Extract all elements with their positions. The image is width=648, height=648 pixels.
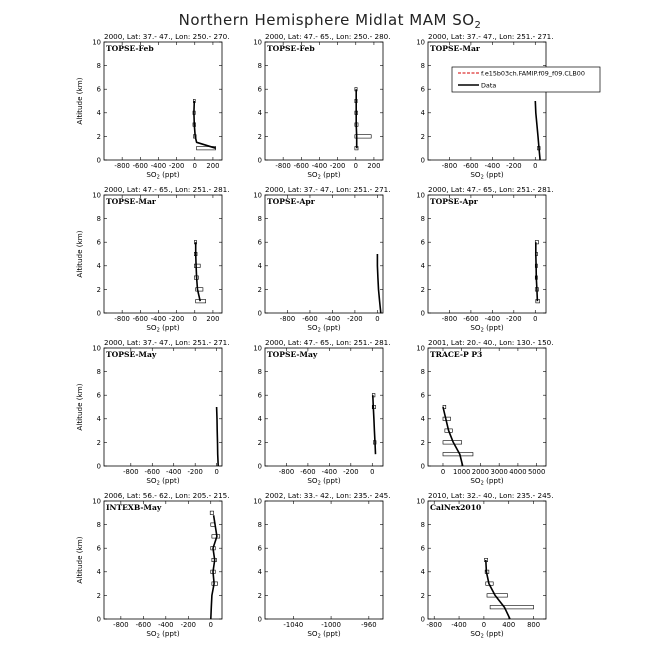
- x-axis-label: $SO_2$ (ppt): [146, 323, 180, 334]
- panel-title: 2000, Lat: 37.- 47., Lon: 251.- 271.: [428, 32, 554, 41]
- x-axis-label: $SO_2$ (ppt): [307, 629, 341, 640]
- y-tick-label: 6: [96, 391, 101, 400]
- x-tick-label: -800: [114, 315, 130, 323]
- campaign-label: TOPSE-Feb: [267, 44, 315, 53]
- x-tick-label: -800: [123, 468, 139, 476]
- y-tick-label: 4: [420, 568, 425, 577]
- x-tick-label: 200: [206, 162, 220, 170]
- y-tick-label: 2: [420, 591, 425, 600]
- campaign-label: CalNex2010: [430, 503, 482, 512]
- y-tick-label: 8: [96, 368, 101, 376]
- x-tick-label: -600: [132, 162, 149, 170]
- panel-6: [416, 185, 553, 334]
- data-profile-line: [356, 89, 357, 148]
- data-profile-line: [373, 395, 376, 454]
- y-tick-label: 0: [420, 615, 425, 624]
- x-tick-label: -600: [135, 621, 152, 629]
- x-tick-label: -800: [426, 621, 442, 629]
- y-tick-label: 10: [253, 38, 262, 47]
- y-tick-label: 6: [96, 544, 101, 553]
- data-profile-line: [194, 101, 216, 148]
- y-axis-label: Altitude (km): [75, 383, 84, 431]
- y-tick-label: 10: [253, 191, 262, 200]
- y-tick-label: 4: [257, 415, 262, 424]
- y-tick-label: 10: [92, 38, 101, 47]
- y-tick-label: 0: [96, 156, 101, 165]
- x-tick-label: -200: [180, 621, 197, 629]
- panel-grid: [75, 32, 554, 640]
- y-axis-label: Altitude (km): [75, 77, 84, 125]
- data-profile-line: [486, 560, 510, 619]
- x-tick-label: -600: [463, 162, 479, 170]
- y-tick-label: 8: [420, 521, 425, 529]
- x-tick-label: -600: [132, 315, 149, 323]
- x-tick-label: -400: [484, 162, 501, 170]
- legend-data-label: Data: [481, 81, 497, 90]
- x-tick-label: -1000: [321, 621, 341, 629]
- y-tick-label: 10: [416, 497, 425, 506]
- x-tick-label: -400: [158, 621, 174, 629]
- y-tick-label: 6: [96, 238, 101, 247]
- y-tick-label: 4: [420, 109, 425, 118]
- y-tick-label: 2: [257, 438, 262, 447]
- data-profile-line: [536, 242, 538, 301]
- x-tick-label: -800: [275, 162, 291, 170]
- x-axis-label: $SO_2$ (ppt): [307, 476, 341, 487]
- x-tick-label: -800: [278, 468, 295, 476]
- range-box: [487, 594, 507, 597]
- x-tick-label: -600: [144, 468, 160, 476]
- figure-title-main: Northern Hemisphere Midlat MAM SO: [178, 11, 475, 29]
- plot-frame: [265, 195, 383, 313]
- campaign-label: TOPSE-Apr: [267, 197, 315, 206]
- x-tick-label: -200: [329, 162, 346, 170]
- plot-frame: [104, 42, 222, 160]
- y-tick-label: 4: [96, 262, 101, 271]
- panel-3: [416, 32, 553, 181]
- y-tick-label: 10: [416, 344, 425, 353]
- x-tick-label: 0: [353, 162, 358, 170]
- x-tick-label: -400: [321, 468, 338, 476]
- panel-title: 2000, Lat: 47.- 65., Lon: 251.- 281.: [265, 338, 391, 347]
- x-tick-label: 0: [214, 468, 219, 476]
- x-tick-label: -800: [114, 162, 130, 170]
- y-tick-label: 2: [257, 132, 262, 141]
- x-tick-label: 4000: [509, 468, 527, 476]
- x-axis-label: $SO_2$ (ppt): [146, 629, 180, 640]
- y-tick-label: 8: [420, 368, 425, 376]
- x-tick-label: 0: [208, 621, 213, 629]
- y-tick-label: 10: [253, 497, 262, 506]
- plot-frame: [428, 501, 546, 619]
- plot-frame: [104, 348, 222, 466]
- data-profile-line: [196, 242, 201, 301]
- y-tick-label: 2: [96, 132, 101, 141]
- panel-title: 2010, Lat: 32.- 40., Lon: 235.- 245.: [428, 491, 554, 500]
- y-tick-label: 4: [420, 262, 425, 271]
- y-tick-label: 0: [257, 309, 262, 318]
- y-tick-label: 8: [96, 215, 101, 223]
- x-tick-label: -1040: [283, 621, 304, 629]
- panel-title: 2000, Lat: 47.- 65., Lon: 251.- 281.: [104, 185, 230, 194]
- x-tick-label: -200: [347, 315, 363, 323]
- y-tick-label: 4: [96, 109, 101, 118]
- x-tick-label: -400: [324, 315, 341, 323]
- y-tick-label: 6: [257, 391, 262, 400]
- y-tick-label: 8: [257, 368, 262, 376]
- campaign-label: TOPSE-Mar: [430, 44, 480, 53]
- panel-9: [416, 338, 553, 487]
- y-tick-label: 4: [257, 109, 262, 118]
- x-tick-label: -200: [506, 315, 522, 323]
- panel-title: 2000, Lat: 47.- 65., Lon: 250.- 280.: [265, 32, 391, 41]
- x-tick-label: -400: [311, 162, 328, 170]
- plot-frame: [104, 195, 222, 313]
- panel-11: [253, 491, 390, 640]
- y-tick-label: 2: [257, 591, 262, 600]
- figure-title: [179, 11, 482, 31]
- x-tick-label: -200: [168, 162, 185, 170]
- x-tick-label: -600: [293, 162, 310, 170]
- y-tick-label: 0: [96, 309, 101, 318]
- y-tick-label: 2: [257, 285, 262, 294]
- x-tick-label: 0: [192, 315, 197, 323]
- x-tick-label: 400: [502, 621, 516, 629]
- y-tick-label: 4: [96, 415, 101, 424]
- plot-frame: [428, 42, 546, 160]
- x-tick-label: -200: [343, 468, 359, 476]
- y-tick-label: 2: [96, 285, 101, 294]
- x-tick-label: -400: [451, 621, 467, 629]
- range-box: [490, 606, 533, 609]
- panel-title: 2000, Lat: 47.- 65., Lon: 251.- 281.: [428, 185, 554, 194]
- y-tick-label: 8: [420, 62, 425, 70]
- y-tick-label: 10: [416, 38, 425, 47]
- x-tick-label: -800: [113, 621, 129, 629]
- panel-10: [75, 491, 230, 640]
- x-tick-label: 3000: [490, 468, 508, 476]
- panel-title: 2002, Lat: 33.- 42., Lon: 235.- 245.: [265, 491, 391, 500]
- x-tick-label: 1000: [453, 468, 471, 476]
- y-axis-label: Altitude (km): [75, 230, 84, 278]
- x-tick-label: -400: [150, 315, 167, 323]
- x-tick-label: 200: [367, 162, 381, 170]
- x-tick-label: 0: [192, 162, 197, 170]
- y-tick-label: 2: [96, 591, 101, 600]
- y-tick-label: 0: [420, 462, 425, 471]
- y-tick-label: 2: [420, 132, 425, 141]
- y-tick-label: 8: [420, 215, 425, 223]
- x-axis-label: $SO_2$ (ppt): [470, 170, 504, 181]
- y-tick-label: 0: [257, 462, 262, 471]
- y-tick-label: 6: [257, 238, 262, 247]
- x-tick-label: -200: [506, 162, 522, 170]
- y-tick-label: 6: [420, 85, 425, 94]
- x-tick-label: -800: [441, 315, 458, 323]
- panel-12: [416, 491, 553, 640]
- x-tick-label: -800: [279, 315, 296, 323]
- panel-1: [75, 32, 230, 181]
- range-box: [210, 511, 213, 514]
- data-profile-line: [535, 101, 540, 160]
- x-axis-label: $SO_2$ (ppt): [307, 323, 341, 334]
- y-tick-label: 8: [257, 521, 262, 529]
- x-axis-label: $SO_2$ (ppt): [470, 476, 504, 487]
- y-tick-label: 8: [96, 62, 101, 70]
- y-tick-label: 2: [420, 285, 425, 294]
- x-tick-label: 0: [370, 468, 375, 476]
- y-tick-label: 10: [92, 344, 101, 353]
- y-tick-label: 4: [257, 262, 262, 271]
- y-tick-label: 10: [253, 344, 262, 353]
- campaign-label: TOPSE-Mar: [106, 197, 156, 206]
- x-tick-label: 5000: [527, 468, 546, 476]
- y-tick-label: 4: [257, 568, 262, 577]
- y-tick-label: 4: [420, 415, 425, 424]
- x-tick-label: -600: [300, 468, 316, 476]
- y-tick-label: 8: [257, 215, 262, 223]
- panel-8: [253, 338, 390, 487]
- campaign-label: INTEXB-May: [106, 503, 162, 512]
- x-tick-label: -200: [187, 468, 203, 476]
- x-tick-label: 0: [533, 315, 538, 323]
- y-tick-label: 0: [96, 615, 101, 624]
- panel-2: [253, 32, 390, 181]
- y-tick-label: 0: [257, 615, 262, 624]
- x-tick-label: -400: [166, 468, 182, 476]
- campaign-label: TOPSE-May: [267, 350, 318, 359]
- panel-7: [75, 338, 230, 487]
- panel-title: 2000, Lat: 37.- 47., Lon: 250.- 270.: [104, 32, 230, 41]
- campaign-label: TOPSE-May: [106, 350, 157, 359]
- data-profile-line: [217, 407, 219, 466]
- x-axis-label: $SO_2$ (ppt): [146, 476, 180, 487]
- x-tick-label: 2000: [471, 468, 490, 476]
- y-tick-label: 8: [257, 62, 262, 70]
- campaign-label: TOPSE-Feb: [106, 44, 154, 53]
- y-tick-label: 6: [96, 85, 101, 94]
- y-tick-label: 2: [96, 438, 101, 447]
- data-profile-line: [443, 407, 463, 466]
- figure-title-subscript: 2: [474, 20, 482, 31]
- x-axis-label: $SO_2$ (ppt): [307, 170, 341, 181]
- y-tick-label: 10: [416, 191, 425, 200]
- x-tick-label: 0: [375, 315, 380, 323]
- y-tick-label: 8: [96, 521, 101, 529]
- y-tick-label: 0: [257, 156, 262, 165]
- panel-title: 2000, Lat: 37.- 47., Lon: 251.- 271.: [265, 185, 391, 194]
- y-tick-label: 6: [257, 544, 262, 553]
- x-tick-label: -400: [150, 162, 167, 170]
- range-box: [194, 264, 200, 267]
- campaign-label: TRACE-P P3: [430, 350, 483, 359]
- legend: [452, 67, 600, 92]
- x-tick-label: -600: [302, 315, 318, 323]
- panel-title: 2000, Lat: 37.- 47., Lon: 251.- 271.: [104, 338, 230, 347]
- y-tick-label: 6: [257, 85, 262, 94]
- x-axis-label: $SO_2$ (ppt): [146, 170, 180, 181]
- y-tick-label: 0: [420, 156, 425, 165]
- plot-frame: [265, 501, 383, 619]
- range-box: [443, 453, 473, 456]
- x-axis-label: $SO_2$ (ppt): [470, 629, 504, 640]
- panel-title: 2006, Lat: 56.- 62., Lon: 205.- 215.: [104, 491, 230, 500]
- plot-frame: [428, 195, 546, 313]
- plot-frame: [265, 42, 383, 160]
- panel-4: [75, 185, 230, 334]
- y-tick-label: 10: [92, 191, 101, 200]
- x-tick-label: -800: [441, 162, 458, 170]
- plot-frame: [104, 501, 222, 619]
- data-profile-line: [211, 515, 217, 619]
- y-tick-label: 10: [92, 497, 101, 506]
- panel-title: 2001, Lat: 20.- 40., Lon: 130.- 150.: [428, 338, 554, 347]
- x-tick-label: 0: [481, 621, 487, 629]
- x-tick-label: -960: [361, 621, 377, 629]
- y-tick-label: 6: [420, 391, 425, 400]
- y-axis-label: Altitude (km): [75, 536, 84, 584]
- y-tick-label: 0: [96, 462, 101, 471]
- x-tick-label: -600: [463, 315, 479, 323]
- y-tick-label: 6: [420, 544, 425, 553]
- y-tick-label: 2: [420, 438, 425, 447]
- x-tick-label: 0: [440, 468, 446, 476]
- x-tick-label: 200: [206, 315, 220, 323]
- plot-frame: [265, 348, 383, 466]
- y-tick-label: 0: [420, 309, 425, 318]
- x-tick-label: -200: [168, 315, 185, 323]
- data-profile-line: [377, 254, 380, 313]
- legend-model-label: f.e15b03ch.FAMIP.f09_f09.CLB00: [481, 69, 585, 78]
- x-tick-label: -400: [484, 315, 501, 323]
- y-tick-label: 4: [96, 568, 101, 577]
- x-axis-label: $SO_2$ (ppt): [470, 323, 504, 334]
- campaign-label: TOPSE-Apr: [430, 197, 478, 206]
- panel-5: [253, 185, 390, 334]
- x-tick-label: 0: [533, 162, 538, 170]
- x-tick-label: 800: [527, 621, 541, 629]
- y-tick-label: 6: [420, 238, 425, 247]
